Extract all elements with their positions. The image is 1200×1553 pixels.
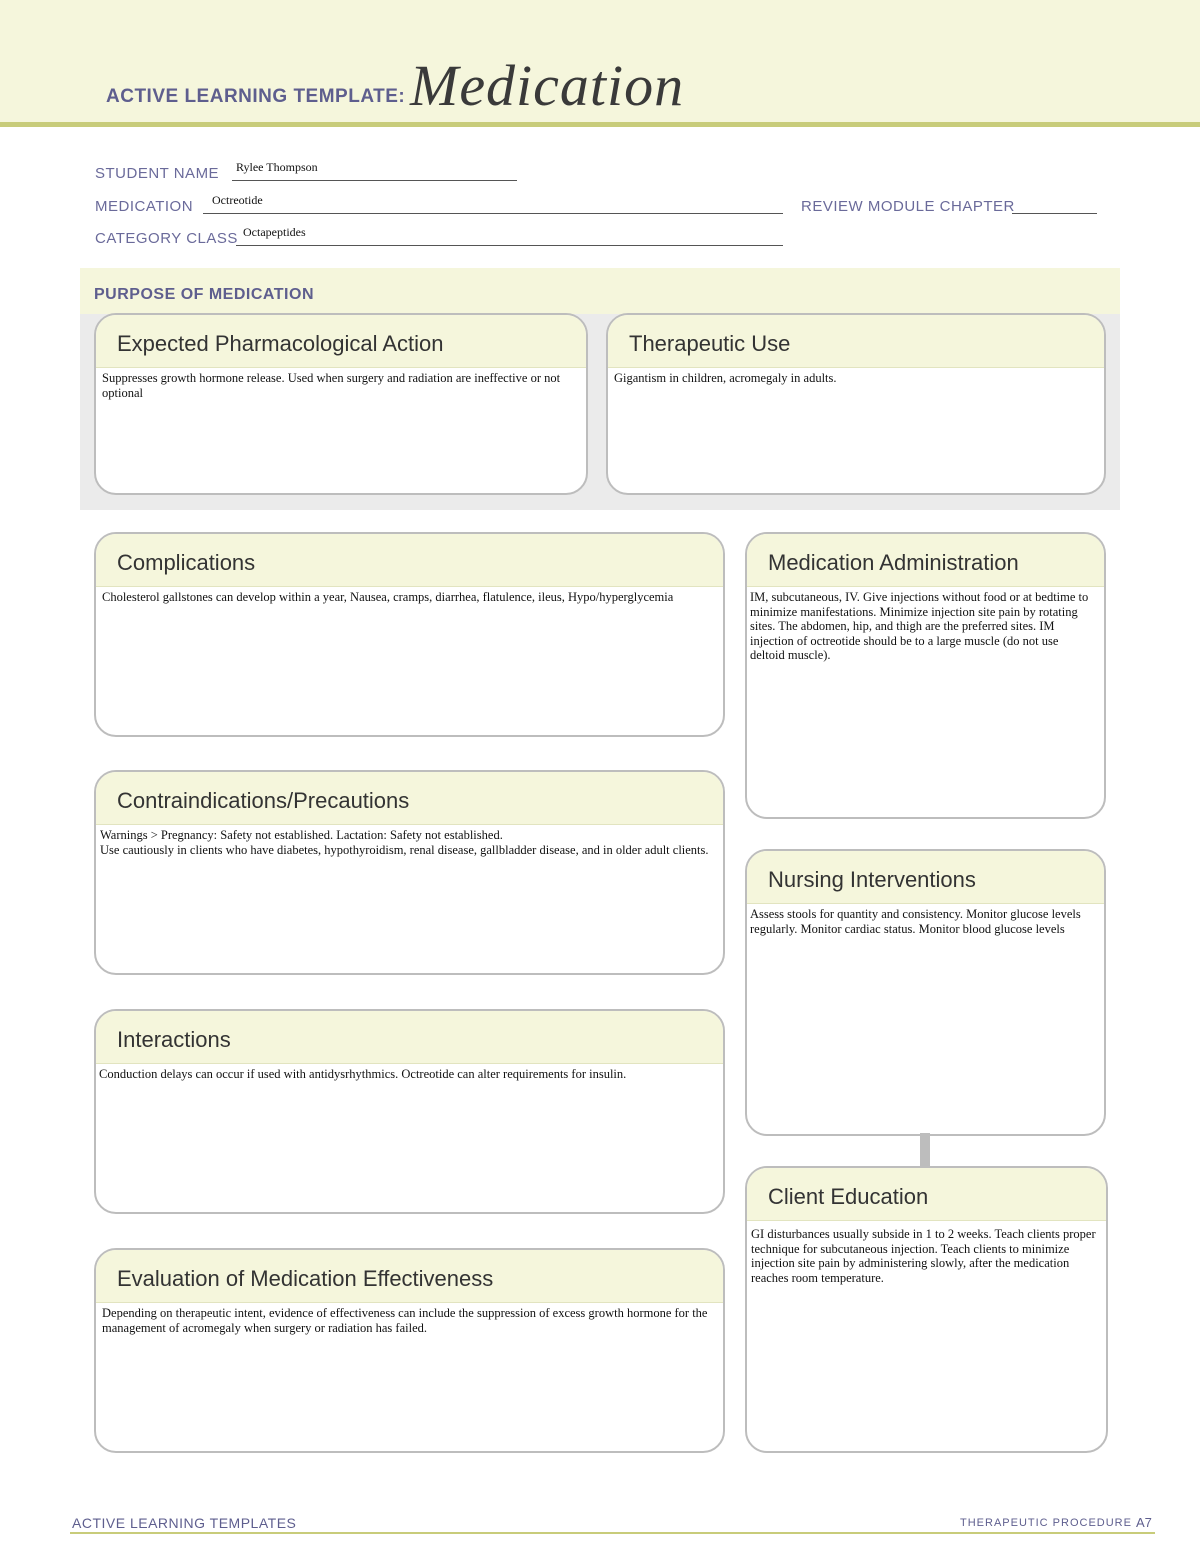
nursing-interventions-header xyxy=(747,851,1104,904)
medication-line xyxy=(203,213,783,214)
evaluation-header xyxy=(96,1250,723,1303)
template-label: ACTIVE LEARNING TEMPLATE: xyxy=(106,86,406,107)
interactions-header xyxy=(96,1011,723,1064)
medication-field[interactable]: Octreotide xyxy=(212,193,263,207)
expected-action-box xyxy=(94,313,588,495)
complications-text[interactable]: Cholesterol gallstones can develop within a year, Nausea, cramps, diarrhea, flatulence, ileus, Hypo/hyperglycemia xyxy=(102,590,674,604)
medication-administration-title: Medication Administration xyxy=(768,550,1019,575)
medication-label: MEDICATION xyxy=(95,198,194,215)
complications-header xyxy=(96,534,723,587)
category-class-line xyxy=(236,245,783,246)
expected-action-text[interactable]: Suppresses growth hormone release. Used when surgery and radiation are ineffective or not optional xyxy=(102,371,561,400)
client-education-text[interactable]: GI disturbances usually subside in 1 to 2 weeks. Teach clients proper technique for subcutaneous injection. Teach clients to minimize injection site pain by administering slowly, after the medication reaches room temperature. xyxy=(751,1227,1096,1285)
template-title: Medication xyxy=(410,53,685,118)
client-education-box xyxy=(745,1166,1108,1453)
category-class-field[interactable]: Octapeptides xyxy=(243,225,306,239)
interactions-text[interactable]: Conduction delays can occur if used with antidysrhythmics. Octreotide can alter requirements for insulin. xyxy=(99,1067,627,1081)
evaluation-title: Evaluation of Medication Effectiveness xyxy=(117,1266,494,1291)
interactions-title: Interactions xyxy=(117,1027,231,1052)
therapeutic-use-header xyxy=(608,315,1104,368)
category-class-label: CATEGORY CLASS xyxy=(95,230,238,247)
footer-divider xyxy=(70,1532,1155,1534)
client-education-title: Client Education xyxy=(768,1184,929,1209)
footer-right-label: THERAPEUTIC PROCEDURE xyxy=(960,1517,1132,1529)
therapeutic-use-text[interactable]: Gigantism in children, acromegaly in adults. xyxy=(614,371,837,385)
purpose-label: PURPOSE OF MEDICATION xyxy=(94,286,314,303)
page-number: A7 xyxy=(1136,1515,1152,1530)
complications-box xyxy=(94,532,725,737)
contraindications-line-2: Use cautiously in clients who have diabetes, hypothyroidism, renal disease, gallbladder disease, and in older adult clients. xyxy=(100,842,709,857)
evaluation-box xyxy=(94,1248,725,1453)
connector-bar xyxy=(920,1133,930,1167)
contraindications-text[interactable] xyxy=(96,825,723,857)
header-divider xyxy=(0,122,1200,127)
client-education-header xyxy=(747,1168,1106,1221)
therapeutic-use-title: Therapeutic Use xyxy=(629,331,791,356)
nursing-interventions-box xyxy=(745,849,1106,1136)
contraindications-box xyxy=(94,770,725,975)
review-module-line xyxy=(1012,213,1097,214)
student-name-field[interactable]: Rylee Thompson xyxy=(236,160,318,174)
evaluation-text[interactable]: Depending on therapeutic intent, evidence of effectiveness can include the suppression of excess growth hormone for the management of acromegaly when surgery or radiation has failed. xyxy=(102,1306,708,1335)
contraindications-title: Contraindications/Precautions xyxy=(117,788,410,813)
contraindications-line-1: Warnings > Pregnancy: Safety not established. Lactation: Safety not established. xyxy=(100,828,503,842)
therapeutic-use-box xyxy=(606,313,1106,495)
contraindications-header xyxy=(96,772,723,825)
footer-left-label: ACTIVE LEARNING TEMPLATES xyxy=(72,1515,297,1531)
expected-action-header xyxy=(96,315,586,368)
medication-administration-header xyxy=(747,534,1104,587)
review-module-label: REVIEW MODULE CHAPTER xyxy=(801,198,1015,215)
complications-title: Complications xyxy=(117,550,256,575)
medication-administration-text[interactable]: IM, subcutaneous, IV. Give injections without food or at bedtime to minimize manifestations. Minimize injection site pain by rotating sites. The abdomen, hip, and thigh are the preferred sites. IM injection of octreotide should be to a large muscle (do not use deltoid muscle). xyxy=(750,590,1089,662)
interactions-box xyxy=(94,1009,725,1214)
student-name-label: STUDENT NAME xyxy=(95,165,220,182)
student-name-line xyxy=(232,180,517,181)
medication-administration-box xyxy=(745,532,1106,819)
expected-action-title: Expected Pharmacological Action xyxy=(117,331,444,356)
nursing-interventions-title: Nursing Interventions xyxy=(768,867,976,892)
nursing-interventions-text[interactable]: Assess stools for quantity and consistency. Monitor glucose levels regularly. Monitor cardiac status. Monitor blood glucose levels xyxy=(750,907,1081,936)
